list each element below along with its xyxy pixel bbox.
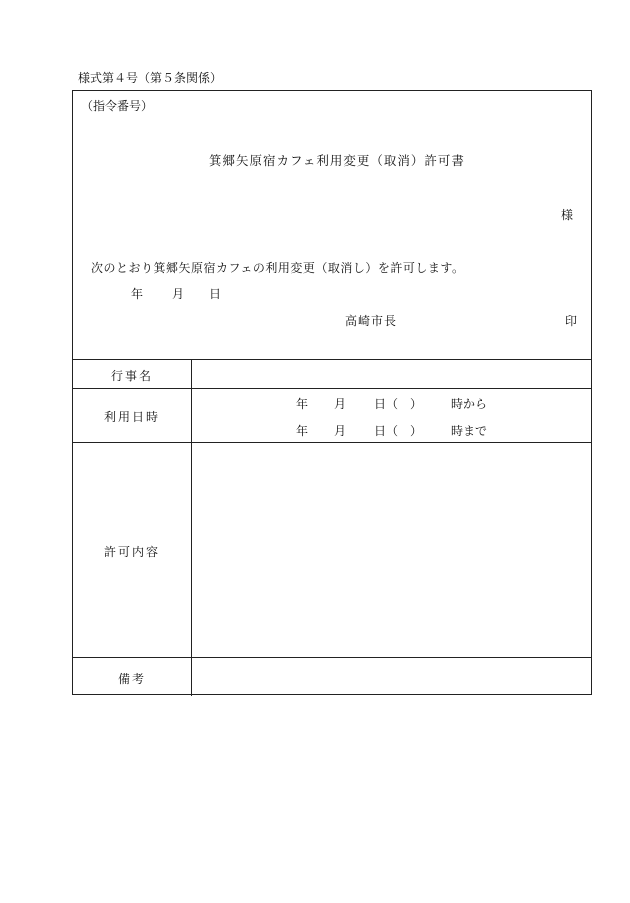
column-divider (191, 359, 192, 696)
addressee-suffix: 様 (561, 208, 574, 222)
usage-from-year: 年 (296, 397, 309, 411)
usage-to-day: 日（ ） (374, 424, 423, 438)
usage-from-month: 月 (334, 397, 347, 411)
divider (73, 657, 591, 658)
issue-date-month: 月 (172, 287, 185, 301)
usage-from-day: 日（ ） (374, 397, 423, 411)
permission-statement: 次のとおり箕郷矢原宿カフェの利用変更（取消し）を許可します。 (91, 261, 465, 275)
divider (73, 359, 591, 360)
designation-number-label: （指令番号） (81, 99, 154, 113)
remarks-label: 備考 (117, 672, 146, 686)
usage-datetime-label: 利用日時 (103, 410, 160, 424)
form-number: 様式第４号（第５条関係） (78, 71, 223, 85)
usage-from-time: 時から (451, 397, 488, 411)
permit-form-frame (72, 90, 592, 695)
document-title: 箕郷矢原宿カフェ利用変更（取消）許可書 (209, 153, 465, 168)
seal-mark: 印 (565, 314, 578, 328)
issuer-name: 高崎市長 (345, 314, 398, 328)
usage-to-month: 月 (334, 424, 347, 438)
divider (73, 442, 591, 443)
usage-to-time: 時まで (451, 424, 488, 438)
divider (73, 388, 591, 389)
event-name-label: 行事名 (110, 369, 153, 383)
issue-date-year: 年 (131, 287, 144, 301)
permission-content-label: 許可内容 (103, 545, 160, 559)
usage-to-year: 年 (296, 424, 309, 438)
issue-date-day: 日 (209, 287, 222, 301)
